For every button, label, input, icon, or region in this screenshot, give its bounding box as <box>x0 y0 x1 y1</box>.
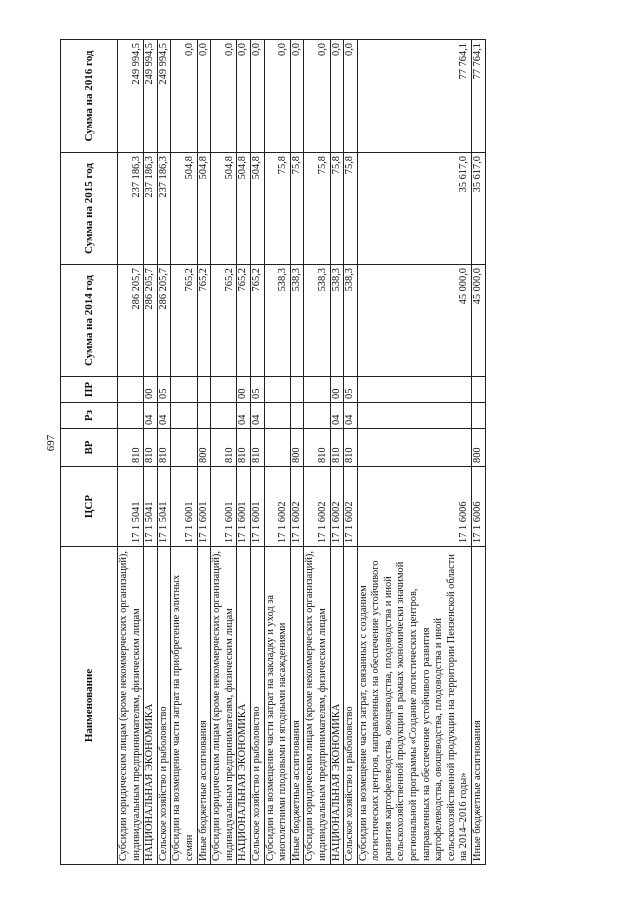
col-sum-2015-cell: 75,8 <box>344 153 358 265</box>
col-pr-header: ПР <box>61 377 118 403</box>
col-rz-cell <box>118 403 144 429</box>
table-row <box>472 40 486 865</box>
col-sum-2014-cell: 538,3 <box>304 265 330 377</box>
col-csr-cell: 17 1 6006 <box>472 467 486 547</box>
col-sum-2016-cell: 0,0 <box>264 40 290 153</box>
col-name-cell: Субсидии на возмещение части затрат на приобретение элитных семян <box>171 547 197 865</box>
table-row <box>357 40 471 865</box>
table-row <box>197 40 211 865</box>
col-sum-2016-cell: 0,0 <box>250 40 264 153</box>
table-row <box>344 40 358 865</box>
col-csr-cell: 17 1 6002 <box>344 467 358 547</box>
col-rz-cell: 04 <box>344 403 358 429</box>
col-rz-cell: 04 <box>250 403 264 429</box>
col-rz-cell <box>304 403 330 429</box>
col-pr-cell: 00 <box>330 377 344 403</box>
col-csr-cell: 17 1 6001 <box>171 467 197 547</box>
col-vr-cell: 810 <box>344 429 358 467</box>
col-sum-2014-cell: 765,2 <box>197 265 211 377</box>
col-sum-2014-cell: 538,3 <box>264 265 290 377</box>
col-sum-2015-cell: 504,8 <box>237 153 251 265</box>
col-name-cell: Сельское хозяйство и рыболовство <box>344 547 358 865</box>
table-row <box>250 40 264 865</box>
col-pr-cell: 05 <box>344 377 358 403</box>
col-sum-2015-cell: 504,8 <box>211 153 237 265</box>
col-pr-cell <box>171 377 197 403</box>
col-vr-cell: 810 <box>250 429 264 467</box>
col-pr-cell: 05 <box>250 377 264 403</box>
col-sum-2016-cell: 77 764,1 <box>472 40 486 153</box>
col-csr-cell: 17 1 6002 <box>330 467 344 547</box>
col-name-cell: НАЦИОНАЛЬНАЯ ЭКОНОМИКА <box>330 547 344 865</box>
table-row <box>330 40 344 865</box>
col-name-cell: Субсидии на возмещение части затрат на закладку и уход за многолетними плодовыми и ягодными насаждениями <box>264 547 290 865</box>
col-name-cell: Иные бюджетные ассигнования <box>290 547 304 865</box>
col-sum-2015-cell: 75,8 <box>304 153 330 265</box>
col-sum-2014-cell: 45 000,0 <box>472 265 486 377</box>
col-sum-2015-cell: 504,8 <box>250 153 264 265</box>
col-pr-cell <box>290 377 304 403</box>
col-rz-header: Рз <box>61 403 118 429</box>
col-pr-cell <box>304 377 330 403</box>
col-sum-2016-header: Сумма на 2016 год <box>61 40 118 153</box>
col-sum-2014-cell: 765,2 <box>211 265 237 377</box>
col-sum-2015-cell: 237 186,3 <box>157 153 171 265</box>
col-rz-cell <box>472 403 486 429</box>
col-sum-2016-cell: 77 764,1 <box>357 40 471 153</box>
col-vr-cell <box>171 429 197 467</box>
col-rz-cell: 04 <box>144 403 158 429</box>
col-sum-2014-cell: 538,3 <box>344 265 358 377</box>
col-name-cell: Субсидии юридическим лицам (кроме некоммерческих организаций), индивидуальным предпринимателям, физическим лицам <box>118 547 144 865</box>
table-row <box>118 40 144 865</box>
col-sum-2014-header: Сумма на 2014 год <box>61 265 118 377</box>
col-vr-cell <box>264 429 290 467</box>
col-pr-cell: 00 <box>237 377 251 403</box>
col-sum-2016-cell: 0,0 <box>290 40 304 153</box>
col-name-cell: Субсидии юридическим лицам (кроме некоммерческих организаций), индивидуальным предпринимателям, физическим лицам <box>304 547 330 865</box>
budget-table-container <box>60 40 580 865</box>
col-sum-2015-cell: 75,8 <box>330 153 344 265</box>
col-sum-2016-cell: 249 994,5 <box>144 40 158 153</box>
col-vr-cell: 810 <box>118 429 144 467</box>
col-csr-cell: 17 1 5041 <box>157 467 171 547</box>
col-name-cell: Иные бюджетные ассигнования <box>472 547 486 865</box>
col-sum-2014-cell: 45 000,0 <box>357 265 471 377</box>
col-vr-header: ВР <box>61 429 118 467</box>
col-csr-cell: 17 1 5041 <box>144 467 158 547</box>
col-name-cell: НАЦИОНАЛЬНАЯ ЭКОНОМИКА <box>144 547 158 865</box>
col-name-cell: Иные бюджетные ассигнования <box>197 547 211 865</box>
col-pr-cell <box>357 377 471 403</box>
col-sum-2016-cell: 0,0 <box>344 40 358 153</box>
col-sum-2016-cell: 0,0 <box>171 40 197 153</box>
col-rz-cell <box>211 403 237 429</box>
col-sum-2015-cell: 504,8 <box>197 153 211 265</box>
col-csr-cell: 17 1 5041 <box>118 467 144 547</box>
col-name-cell: Субсидии на возмещение части затрат, связанных с созданием логистических центров, направленных на обеспечение устойчивого развития картофелеводства, овощеводства, плодоводства и иной сельскохозяйственной продукции в рамках экономически значимой региональной программы «Создание логистических центров, направленных на обеспечение устойчивого развития картофелеводства, овощеводства, плодоводства и иной сельскохозяйственной продукции на территории Пензенской области на 2014–2016 годы» <box>357 547 471 865</box>
col-sum-2015-cell: 237 186,3 <box>118 153 144 265</box>
col-sum-2015-cell: 237 186,3 <box>144 153 158 265</box>
col-sum-2016-cell: 0,0 <box>197 40 211 153</box>
col-sum-2015-header: Сумма на 2015 год <box>61 153 118 265</box>
col-sum-2014-cell: 765,2 <box>237 265 251 377</box>
col-sum-2016-cell: 0,0 <box>211 40 237 153</box>
col-name-cell: НАЦИОНАЛЬНАЯ ЭКОНОМИКА <box>237 547 251 865</box>
col-sum-2014-cell: 286 205,7 <box>118 265 144 377</box>
col-sum-2015-cell: 75,8 <box>264 153 290 265</box>
col-name-header: Наименование <box>61 547 118 865</box>
col-vr-cell: 810 <box>157 429 171 467</box>
col-rz-cell <box>171 403 197 429</box>
col-vr-cell: 800 <box>290 429 304 467</box>
col-vr-cell: 810 <box>144 429 158 467</box>
col-rz-cell <box>290 403 304 429</box>
col-rz-cell <box>357 403 471 429</box>
col-pr-cell <box>472 377 486 403</box>
col-pr-cell <box>197 377 211 403</box>
page-number: 697 <box>45 434 57 452</box>
col-sum-2016-cell: 249 994,5 <box>118 40 144 153</box>
col-rz-cell <box>264 403 290 429</box>
col-csr-cell: 17 1 6006 <box>357 467 471 547</box>
col-vr-cell: 810 <box>237 429 251 467</box>
col-csr-cell: 17 1 6001 <box>197 467 211 547</box>
col-csr-cell: 17 1 6002 <box>290 467 304 547</box>
col-sum-2016-cell: 0,0 <box>304 40 330 153</box>
col-name-cell: Сельское хозяйство и рыболовство <box>250 547 264 865</box>
col-pr-cell <box>118 377 144 403</box>
table-row <box>211 40 237 865</box>
col-csr-cell: 17 1 6001 <box>237 467 251 547</box>
col-sum-2015-cell: 504,8 <box>171 153 197 265</box>
col-vr-cell: 810 <box>330 429 344 467</box>
table-row <box>171 40 197 865</box>
col-vr-cell: 810 <box>304 429 330 467</box>
col-sum-2016-cell: 249 994,5 <box>157 40 171 153</box>
col-vr-cell: 800 <box>197 429 211 467</box>
budget-table <box>60 39 486 865</box>
col-sum-2014-cell: 286 205,7 <box>157 265 171 377</box>
table-row <box>157 40 171 865</box>
col-sum-2014-cell: 538,3 <box>330 265 344 377</box>
col-rz-cell: 04 <box>237 403 251 429</box>
table-row <box>144 40 158 865</box>
col-sum-2015-cell: 35 617,0 <box>357 153 471 265</box>
col-sum-2014-cell: 538,3 <box>290 265 304 377</box>
table-row <box>290 40 304 865</box>
col-csr-header: ЦСР <box>61 467 118 547</box>
col-csr-cell: 17 1 6001 <box>250 467 264 547</box>
col-pr-cell <box>211 377 237 403</box>
col-sum-2014-cell: 765,2 <box>171 265 197 377</box>
col-sum-2016-cell: 0,0 <box>330 40 344 153</box>
col-pr-cell: 05 <box>157 377 171 403</box>
col-csr-cell: 17 1 6001 <box>211 467 237 547</box>
col-name-cell: Сельское хозяйство и рыболовство <box>157 547 171 865</box>
table-row <box>304 40 330 865</box>
table-row <box>237 40 251 865</box>
col-csr-cell: 17 1 6002 <box>264 467 290 547</box>
col-name-cell: Субсидии юридическим лицам (кроме некоммерческих организаций), индивидуальным предпринимателям, физическим лицам <box>211 547 237 865</box>
col-vr-cell: 810 <box>211 429 237 467</box>
table-header-row <box>61 40 118 865</box>
col-vr-cell <box>357 429 471 467</box>
col-csr-cell: 17 1 6002 <box>304 467 330 547</box>
col-vr-cell: 800 <box>472 429 486 467</box>
col-rz-cell: 04 <box>157 403 171 429</box>
col-rz-cell: 04 <box>330 403 344 429</box>
col-rz-cell <box>197 403 211 429</box>
table-body <box>118 40 486 865</box>
col-sum-2016-cell: 0,0 <box>237 40 251 153</box>
col-sum-2015-cell: 35 617,0 <box>472 153 486 265</box>
col-pr-cell <box>264 377 290 403</box>
col-pr-cell: 00 <box>144 377 158 403</box>
col-sum-2015-cell: 75,8 <box>290 153 304 265</box>
rotated-page <box>60 40 580 865</box>
col-sum-2014-cell: 765,2 <box>250 265 264 377</box>
col-sum-2014-cell: 286 205,7 <box>144 265 158 377</box>
table-row <box>264 40 290 865</box>
